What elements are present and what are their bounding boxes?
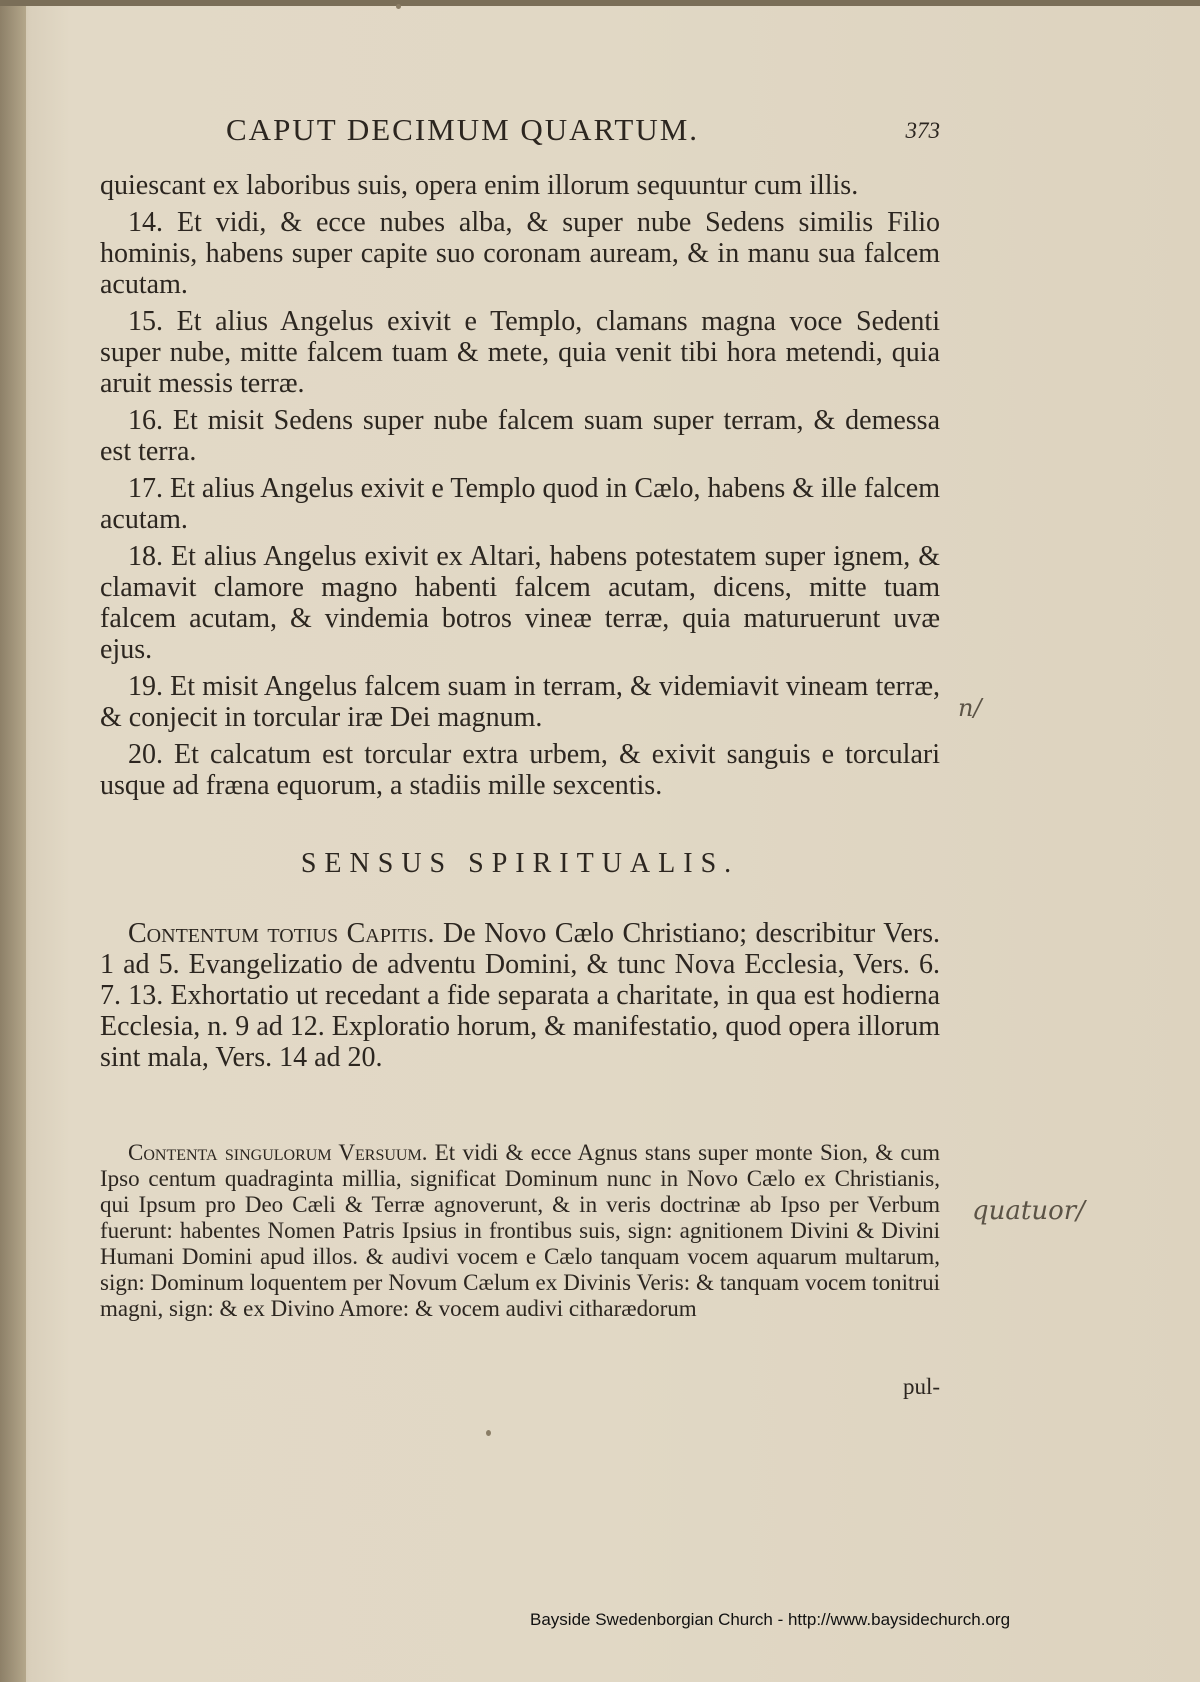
page-header <box>100 112 940 152</box>
ink-spot <box>396 4 401 9</box>
verse-14: 14. Et vidi, & ecce nubes alba, & super nube Sedens similis Filio hominis, habens super capite suo coronam auream, & in manu sua falcem acutam. <box>100 207 940 300</box>
verse-13-end: quiescant ex laboribus suis, opera enim illorum sequuntur cum illis. <box>100 170 859 201</box>
contenta-text: Et vidi & ecce Agnus stans super monte Sion, & cum Ipso centum quadraginta millia, significat Dominum nunc in Novo Cælo ex Christianis, qui Ipsum pro Deo Cæli & Terræ agnoverunt, & in veris doctrinæ ab Ipso per Verbum fuerunt: habentes Nomen Patris Ipsius in frontibus suis, sign: agnitionem Divini & Divini Humani Domini apud illos. & audivi vocem e Cælo tanquam vocem aquarum multarum, sign: Dominum loquentem per Novum Cælum ex Divinis Veris: & tanquam vocem tonitrui magni, sign: & ex Divino Amore: & vocem audivi citharædorum <box>100 1140 940 1321</box>
page-number: 373 <box>905 118 940 143</box>
margin-note-2: quatuor/ <box>972 1196 1085 1226</box>
section-title: SENSUS SPIRITUALIS. <box>300 848 740 879</box>
footer-credit: Bayside Swedenborgian Church - http://www.baysidechurch.org <box>530 1610 1011 1629</box>
margin-note-1: n/ <box>958 694 982 722</box>
contenta-label: Contenta singulorum Versuum. <box>128 1140 428 1165</box>
verse-17: 17. Et alius Angelus exivit e Templo quod in Cælo, habens & ille falcem acutam. <box>100 473 940 535</box>
binding-gutter <box>0 0 26 1682</box>
verse-20: 20. Et calcatum est torcular extra urbem, & exivit sanguis e torculari usque ad fræna equorum, a stadiis mille sexcentis. <box>100 739 940 801</box>
verse-block <box>100 170 940 807</box>
ink-spot <box>486 1430 491 1436</box>
page-top-edge <box>0 0 1200 6</box>
verse-18: 18. Et alius Angelus exivit ex Altari, habens potestatem super ignem, & clamavit clamore magno habenti falcem acutam, dicens, mitte tuam falcem acutam, & vindemia botros vineæ terræ, quia maturuerunt uvæ ejus. <box>100 541 940 665</box>
contentum-text: De Novo Cælo Christiano; describitur Vers. 1 ad 5. Evangelizatio de adventu Domini, & tunc Nova Ecclesia, Vers. 6. 7. 13. Exhortatio ut recedant a fide separata a charitate, in qua est hodierna Ecclesia, n. 9 ad 12. Exploratio horum, & manifestatio, quod opera illorum sint mala, Vers. 14 ad 20. <box>100 918 940 1073</box>
contentum-label: Contentum totius Capitis. <box>128 918 435 949</box>
running-title: CAPUT DECIMUM QUARTUM. <box>226 112 700 147</box>
catchword: pul- <box>902 1374 940 1399</box>
contentum-paragraph <box>100 918 940 1073</box>
contenta-paragraph <box>100 1140 940 1322</box>
verse-19: 19. Et misit Angelus falcem suam in terram, & videmiavit vineam terræ, & conjecit in torcular iræ Dei magnum. <box>100 671 940 733</box>
verse-16: 16. Et misit Sedens super nube falcem suam super terram, & demessa est terra. <box>100 405 940 467</box>
verse-15: 15. Et alius Angelus exivit e Templo, clamans magna voce Sedenti super nube, mitte falcem tuam & mete, quia venit tibi hora metendi, quia aruit messis terræ. <box>100 306 940 399</box>
